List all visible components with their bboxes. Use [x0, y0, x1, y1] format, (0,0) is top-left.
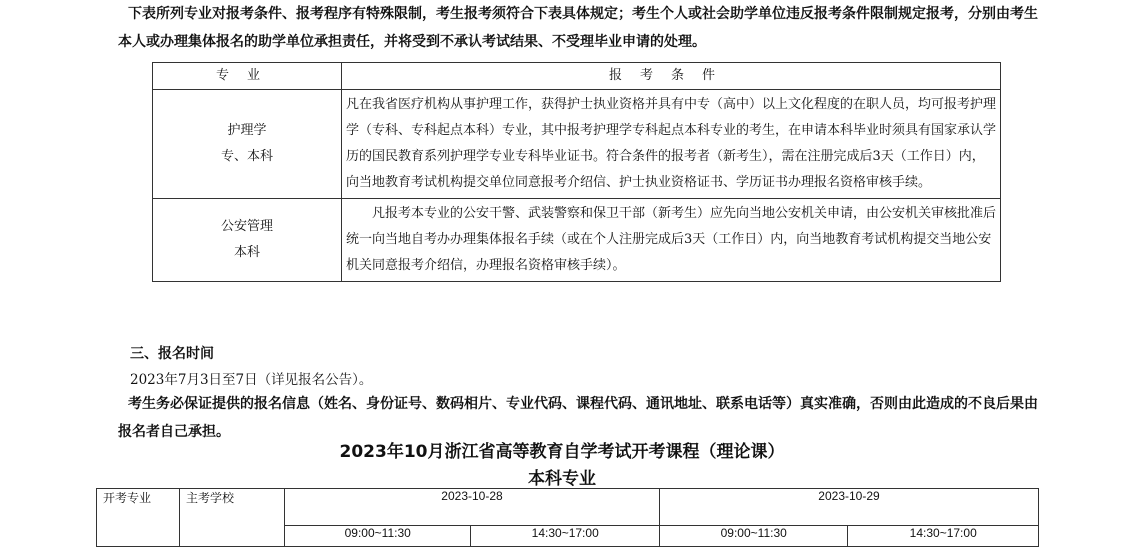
time-slot: 09:00~11:30: [660, 526, 848, 547]
major-level: 专、本科: [220, 149, 273, 164]
schedule-title: 2023年10月浙江省高等教育自学考试开考课程（理论课）: [339, 442, 785, 462]
schedule-subtitle: 本科专业: [528, 469, 596, 489]
intro-paragraph: 下表所列专业对报考条件、报考程序有特殊限制，考生报考须符合下表具体规定；考生个人或社会助学单位违反报考条件限制规定报考，分别由考生本人或办理集体报名的助学单位承担责任，并将受到不承认考试结果、不受理毕业申请的处理。: [118, 6, 1038, 50]
conditions-header-row: [153, 63, 1001, 90]
registration-dates: 2023年7月3日至7日（详见报名公告）。: [130, 372, 373, 388]
table-row: [153, 199, 1001, 282]
major-name: 护理学: [227, 123, 267, 138]
condition-text: 凡在我省医疗机构从事护理工作，获得护士执业资格并具有中专（高中）以上文化程度的在职人员，均可报考护理学（专科、专科起点本科）专业，其中报考护理学专科起点本科专业的考生，在申请本科毕业时须具有国家承认学历的国民教育系列护理学专业专科毕业证书。符合条件的报考者（新考生），需在注册完成后3天（工作日）内，向当地教育考试机构提交单位同意报考介绍信、护士执业资格证书、学历证书办理报名资格审核手续。: [342, 90, 1001, 199]
col-school-header: 主考学校: [180, 489, 285, 547]
date-header: 2023-10-28: [285, 489, 660, 526]
time-slot: 14:30~17:00: [848, 526, 1039, 547]
major-cell: [153, 199, 342, 282]
header-major: 专业: [153, 63, 342, 90]
schedule-date-row: [97, 489, 1039, 526]
time-slot: 09:00~11:30: [285, 526, 471, 547]
condition-text: 凡报考本专业的公安干警、武装警察和保卫干部（新考生）应先向当地公安机关申请，由公安机关审核批准后统一向当地自考办办理集体报名手续（或在个人注册完成后3天（工作日）内，向当地教育考试机构提交当地公安机关同意报考介绍信，办理报名资格审核手续）。: [342, 199, 1001, 282]
major-level: 本科: [233, 245, 260, 260]
schedule-table: [96, 488, 1039, 547]
major-name: 公安管理: [220, 219, 273, 234]
col-major-header: 开考专业: [97, 489, 180, 547]
table-row: [153, 90, 1001, 199]
notice-paragraph: 考生务必保证提供的报名信息（姓名、身份证号、数码相片、专业代码、课程代码、通讯地址、联系电话等）真实准确，否则由此造成的不良后果由报名者自己承担。: [118, 396, 1038, 440]
date-header: 2023-10-29: [660, 489, 1039, 526]
time-slot: 14:30~17:00: [471, 526, 660, 547]
major-cell: [153, 90, 342, 199]
header-conditions: 报考条件: [342, 63, 1001, 90]
conditions-table: [152, 62, 1001, 282]
section-heading: 三、报名时间: [130, 346, 214, 362]
